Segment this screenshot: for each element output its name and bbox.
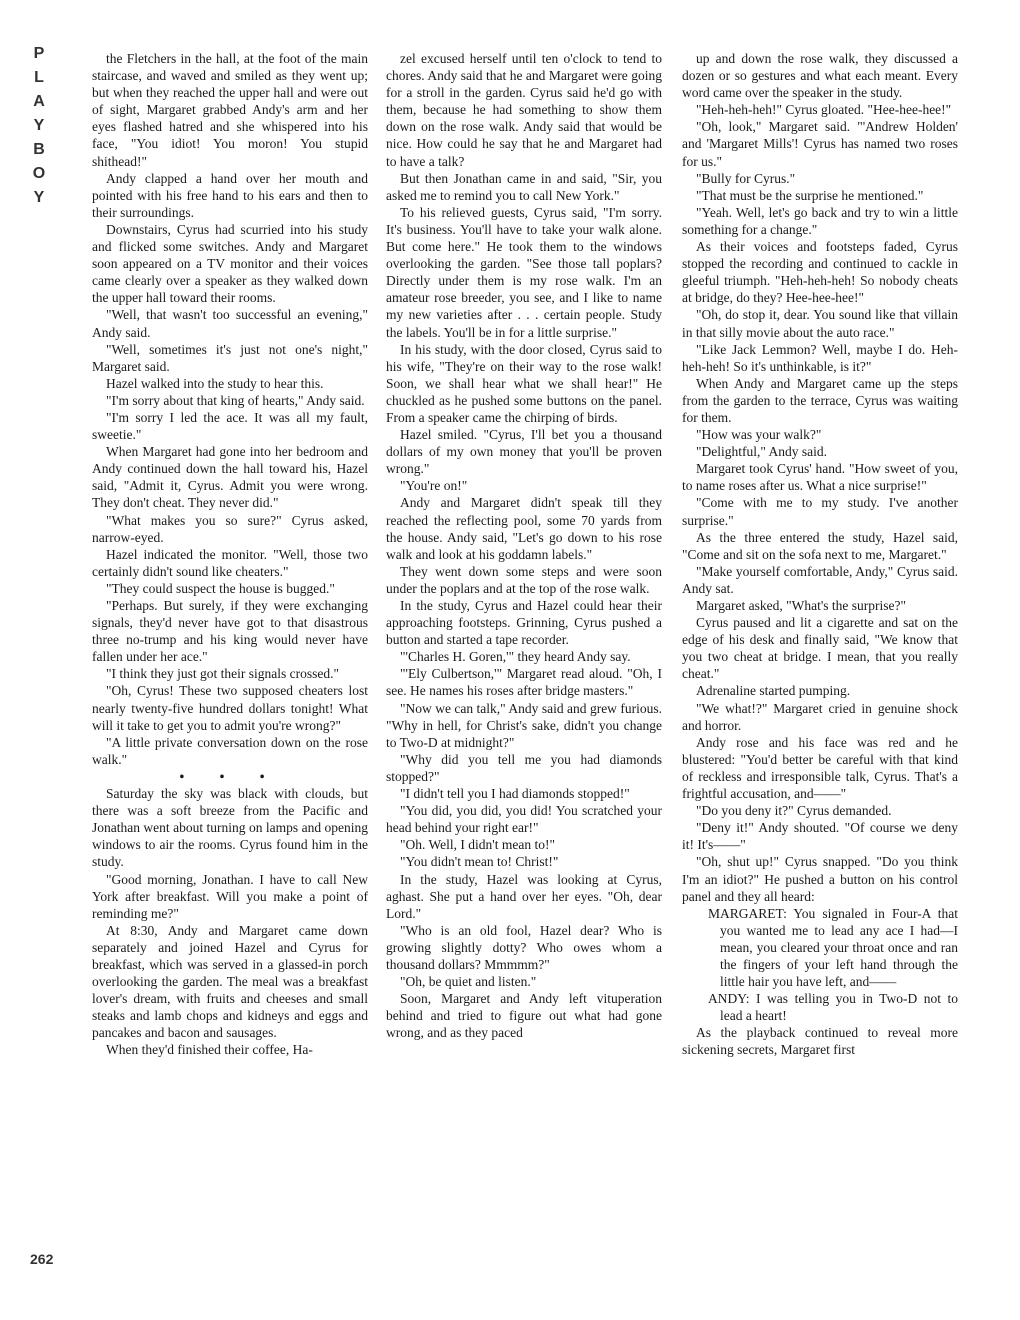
paragraph: "Oh, Cyrus! These two supposed cheaters lost nearly twenty-five hundred dollars tonight! What will it take to get you to admit you're wrong?" bbox=[92, 683, 368, 733]
paragraph: Margaret took Cyrus' hand. "How sweet of you, to name roses after us. What a nice surprise!" bbox=[682, 461, 958, 494]
paragraph: up and down the rose walk, they discussed a dozen or so gestures and what each meant. Every word came over the speaker in the study. bbox=[682, 51, 958, 101]
masthead-letter: L bbox=[34, 69, 44, 86]
paragraph: As their voices and footsteps faded, Cyrus stopped the recording and continued to cackle in gleeful triumph. "Heh-heh-heh! So nobody cheats at bridge, do they? Hee-hee-hee!" bbox=[682, 239, 958, 306]
paragraph: MARGARET: You signaled in Four-A that you wanted me to lead any ace I had—I mean, you cleared your throat once and ran the fingers of your left hand through the little hair you have left, and—— bbox=[708, 905, 958, 990]
text-column-3 bbox=[682, 50, 958, 1059]
paragraph: "Why did you tell me you had diamonds stopped?" bbox=[386, 751, 662, 784]
text-column-1 bbox=[92, 50, 368, 1059]
paragraph: Hazel smiled. "Cyrus, I'll bet you a thousand dollars of my own money that you'll be proven wrong." bbox=[386, 427, 662, 477]
paragraph: "Yeah. Well, let's go back and try to win a little something for a change." bbox=[682, 204, 958, 237]
masthead-letter: Y bbox=[33, 189, 45, 206]
paragraph: "You didn't mean to! Christ!" bbox=[400, 854, 559, 870]
paragraph: "Bully for Cyrus." bbox=[696, 170, 796, 186]
paragraph: But then Jonathan came in and said, "Sir, you asked me to remind you to call New York." bbox=[386, 170, 662, 203]
paragraph: In the study, Hazel was looking at Cyrus, aghast. She put a hand over her eyes. "Oh, dear Lord." bbox=[386, 871, 662, 921]
paragraph: "I think they just got their signals crossed." bbox=[106, 666, 339, 682]
masthead-letter: B bbox=[33, 141, 45, 158]
paragraph: "Like Jack Lemmon? Well, maybe I do. Heh-heh-heh! So it's unthinkable, is it?" bbox=[682, 341, 958, 374]
paragraph: Hazel walked into the study to hear this. bbox=[106, 375, 324, 391]
paragraph: As the three entered the study, Hazel said, "Come and sit on the sofa next to me, Margaret." bbox=[682, 529, 958, 562]
page-number: 262 bbox=[30, 1251, 54, 1267]
paragraph: In his study, with the door closed, Cyrus said to his wife, "They're on their way to the rose walk! Soon, we shall hear what we shall hear!" He chuckled as he pushed some buttons on the panel. From a speaker came the chirping of birds. bbox=[386, 341, 662, 425]
paragraph: In the study, Cyrus and Hazel could hear their approaching footsteps. Grinning, Cyrus pushed a button and started a tape recorder. bbox=[386, 598, 662, 648]
paragraph: Saturday the sky was black with clouds, but there was a soft breeze from the Pacific and Jonathan went about turning on lamps and opening windows to air the rooms. Cyrus found him in the study. bbox=[92, 786, 368, 870]
paragraph: "We what!?" Margaret cried in genuine shock and horror. bbox=[682, 700, 958, 733]
paragraph: "I didn't tell you I had diamonds stopped!" bbox=[400, 786, 630, 802]
paragraph: the Fletchers in the hall, at the foot of the main staircase, and waved and smiled as they went up; but when they reached the upper hall and were out of sight, Margaret grabbed Andy's arm and her eyes flashed hatred and she whispered into his face, "You idiot! You moron! You stupid shithead!" bbox=[92, 51, 368, 169]
paragraph: "Well, that wasn't too successful an evening," Andy said. bbox=[92, 307, 368, 340]
paragraph: "What makes you so sure?" Cyrus asked, narrow-eyed. bbox=[92, 512, 368, 545]
paragraph: To his relieved guests, Cyrus said, "I'm sorry. It's business. You'll have to take your walk alone. But come here." He took them to the windows overlooking the garden. "See those tall poplars? Directly under them is my rose walk. I'm an amateur rose breeder, you see, and I like to name my new varieties after . . . certain people. Study the labels. You'll be in for a little surprise." bbox=[386, 204, 662, 340]
paragraph: "Good morning, Jonathan. I have to call New York after breakfast. Will you make a point of reminding me?" bbox=[92, 871, 368, 921]
paragraph: Margaret asked, "What's the surprise?" bbox=[696, 598, 907, 613]
paragraph: As the playback continued to reveal more sickening secrets, Margaret first bbox=[682, 1025, 958, 1058]
paragraph: At 8:30, Andy and Margaret came down separately and joined Hazel and Cyrus for breakfast, which was served in a glassed-in porch overlooking the garden. The meal was a breakfast lover's dream, with fruits and cheeses and small steaks and lamb chops and kidneys and eggs and pancakes and bacon and sausages. bbox=[92, 922, 368, 1041]
paragraph: • • • bbox=[179, 768, 281, 784]
paragraph: "That must be the surprise he mentioned." bbox=[696, 187, 924, 203]
paragraph: Andy and Margaret didn't speak till they reached the reflecting pool, some 70 yards from the house. Andy said, "Let's go down to his rose walk and look at his goddamn labels." bbox=[386, 495, 662, 562]
paragraph: Cyrus paused and lit a cigarette and sat on the edge of his desk and finally said, "We know that you two cheat at bridge. I mean, that you really cheat." bbox=[682, 615, 958, 682]
paragraph: "They could suspect the house is bugged." bbox=[106, 580, 335, 596]
paragraph: "I'm sorry about that king of hearts," Andy said. bbox=[106, 392, 365, 408]
paragraph: "Well, sometimes it's just not one's night," Margaret said. bbox=[92, 341, 368, 374]
paragraph: "Now we can talk," Andy said and grew furious. "Why in hell, for Christ's sake, didn't you change to Two-D at midnight?" bbox=[386, 700, 662, 750]
paragraph: They went down some steps and were soon under the poplars and at the top of the rose walk. bbox=[386, 563, 662, 596]
paragraph: When Margaret had gone into her bedroom and Andy continued down the hall toward his, Hazel said, "Admit it, Cyrus. Admit you were wrong. They don't cheat. They never did." bbox=[92, 444, 368, 511]
paragraph: "A little private conversation down on the rose walk." bbox=[92, 734, 368, 767]
paragraph: Downstairs, Cyrus had scurried into his study and flicked some switches. Andy and Margaret soon appeared on a TV monitor and their voices came clearly over a speaker as they walked down the upper hall toward their rooms. bbox=[92, 221, 368, 306]
paragraph: Hazel indicated the monitor. "Well, those two certainly didn't sound like cheaters." bbox=[92, 546, 368, 579]
paragraph: zel excused herself until ten o'clock to tend to chores. Andy said that he and Margaret were going for a stroll in the garden. Cyrus said he'd go with them, because he had something to show them down on the rose walk. Andy said that would be nice. How could he say that he and Margaret had to have a talk? bbox=[386, 51, 662, 169]
masthead-letter: A bbox=[33, 93, 45, 110]
paragraph: "Delightful," Andy said. bbox=[696, 444, 828, 460]
paragraph: "Oh, look," Margaret said. "'Andrew Holden' and 'Margaret Mills'! Cyrus has named two roses for us." bbox=[682, 119, 958, 169]
paragraph: "Deny it!" Andy shouted. "Of course we deny it! It's——" bbox=[682, 820, 958, 853]
paragraph: Andy rose and his face was red and he blustered: "You'd better be careful with that kind of reckless and irresponsible talk, Cyrus. That's a frightful accusation, and——" bbox=[682, 734, 958, 802]
paragraph: "Oh, do stop it, dear. You sound like that villain in that silly movie about the auto race." bbox=[682, 307, 958, 340]
paragraph: Adrenaline started pumping. bbox=[696, 683, 851, 699]
masthead-letter: O bbox=[32, 165, 46, 182]
paragraph: "Come with me to my study. I've another surprise." bbox=[682, 495, 958, 528]
paragraph: "Oh. Well, I didn't mean to!" bbox=[400, 837, 555, 853]
text-column-2 bbox=[386, 50, 662, 1041]
paragraph: Soon, Margaret and Andy left vituperation behind and tried to figure out what had gone wrong, and as they paced bbox=[386, 991, 662, 1041]
paragraph: "Do you deny it?" Cyrus demanded. bbox=[696, 803, 892, 819]
paragraph: "Who is an old fool, Hazel dear? Who is growing slightly dotty? Who owes whom a thousand dollars? Mmmmm?" bbox=[386, 922, 662, 972]
paragraph: "'Charles H. Goren,'" they heard Andy say. bbox=[400, 649, 631, 665]
paragraph: "Heh-heh-heh!" Cyrus gloated. "Hee-hee-hee!" bbox=[696, 102, 952, 118]
paragraph: ANDY: I was telling you in Two-D not to lead a heart! bbox=[708, 991, 958, 1024]
paragraph: "I'm sorry I led the ace. It was all my fault, sweetie." bbox=[92, 409, 368, 443]
paragraph: "Perhaps. But surely, if they were exchanging signals, they'd never have got to that disastrous three no-trump and his king would never have fallen under her ace." bbox=[92, 598, 368, 665]
paragraph: "Make yourself comfortable, Andy," Cyrus said. Andy sat. bbox=[682, 563, 958, 596]
paragraph: "You're on!" bbox=[400, 478, 468, 494]
paragraph: When Andy and Margaret came up the steps from the garden to the terrace, Cyrus was waiting for them. bbox=[682, 375, 958, 425]
paragraph: "Oh, be quiet and listen." bbox=[400, 974, 537, 990]
paragraph: "You did, you did, you did! You scratched your head behind your right ear!" bbox=[386, 803, 662, 836]
paragraph: "Oh, shut up!" Cyrus snapped. "Do you think I'm an idiot?" He pushed a button on his control panel and they all heard: bbox=[682, 854, 958, 904]
masthead-letter: P bbox=[33, 45, 45, 62]
masthead-playboy bbox=[24, 42, 54, 210]
paragraph: When they'd finished their coffee, Ha- bbox=[106, 1042, 313, 1058]
masthead-letter: Y bbox=[33, 117, 45, 134]
paragraph: "'Ely Culbertson,'" Margaret read aloud. "Oh, I see. He names his roses after bridge masters." bbox=[386, 666, 662, 699]
paragraph: Andy clapped a hand over her mouth and pointed with his free hand to his ears and then to their surroundings. bbox=[92, 170, 368, 220]
paragraph: "How was your walk?" bbox=[696, 427, 822, 443]
